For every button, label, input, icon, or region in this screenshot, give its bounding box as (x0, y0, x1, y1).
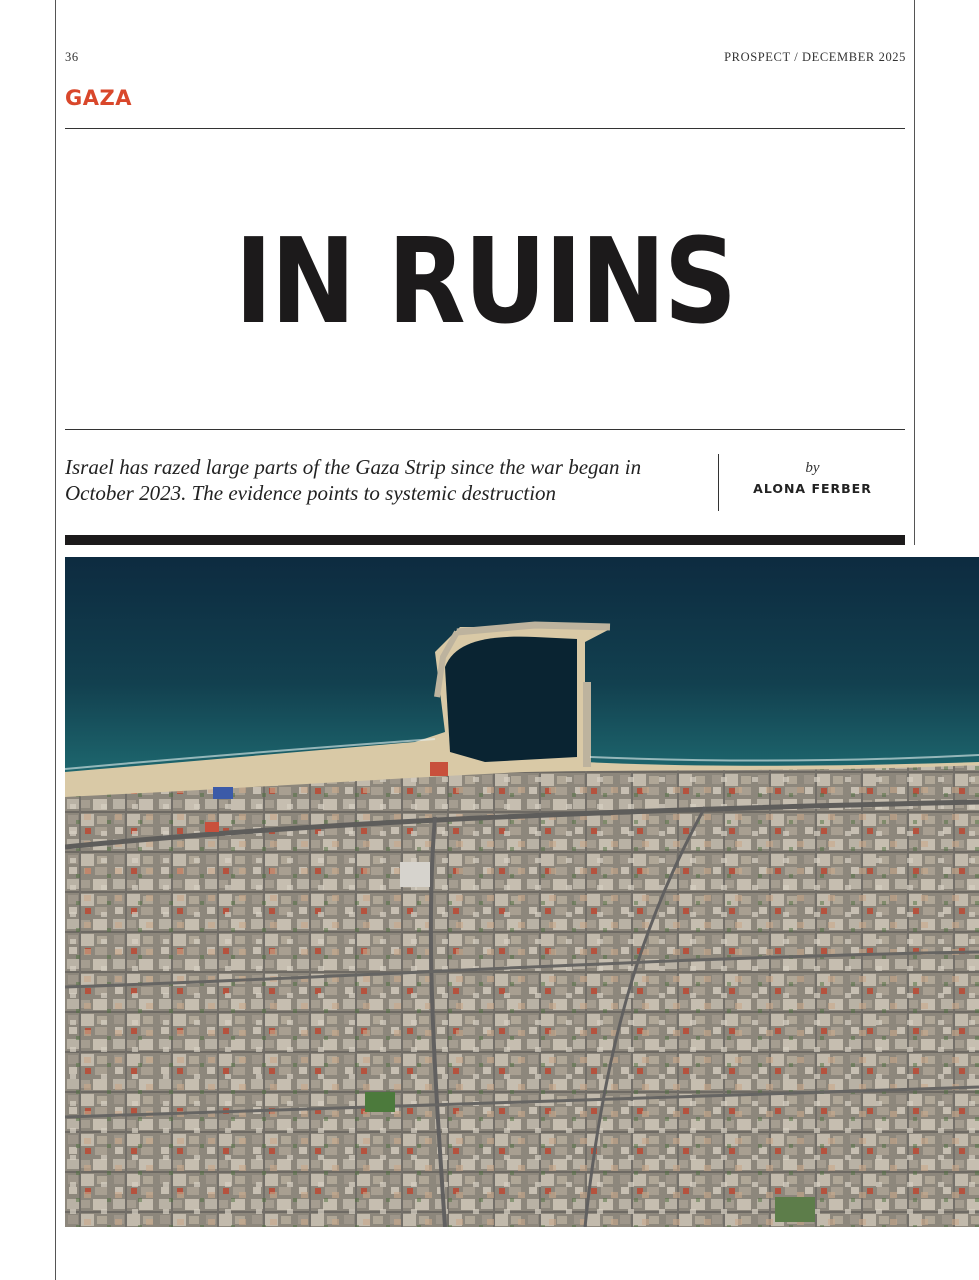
byline-by: by (805, 460, 820, 476)
section-label: GAZA (65, 86, 132, 110)
running-header: PROSPECT / DECEMBER 2025 (724, 50, 906, 64)
headline-rule (65, 429, 905, 430)
byline (720, 460, 905, 496)
byline-author: ALONA FERBER (753, 481, 872, 496)
article-headline: IN RUINS (234, 212, 736, 350)
section-divider-bar (65, 535, 905, 545)
byline-divider (718, 454, 719, 511)
page-number: 36 (65, 50, 79, 64)
aerial-photo-image (65, 557, 979, 1227)
page-margin-rule-right (914, 0, 915, 545)
standfirst: Israel has razed large parts of the Gaza Strip since the war began in October 2023. The evidence points to systemic destruction (65, 455, 642, 505)
aerial-photo (65, 557, 979, 1227)
page-margin-rule-left (55, 0, 56, 1280)
header-rule (65, 128, 905, 129)
